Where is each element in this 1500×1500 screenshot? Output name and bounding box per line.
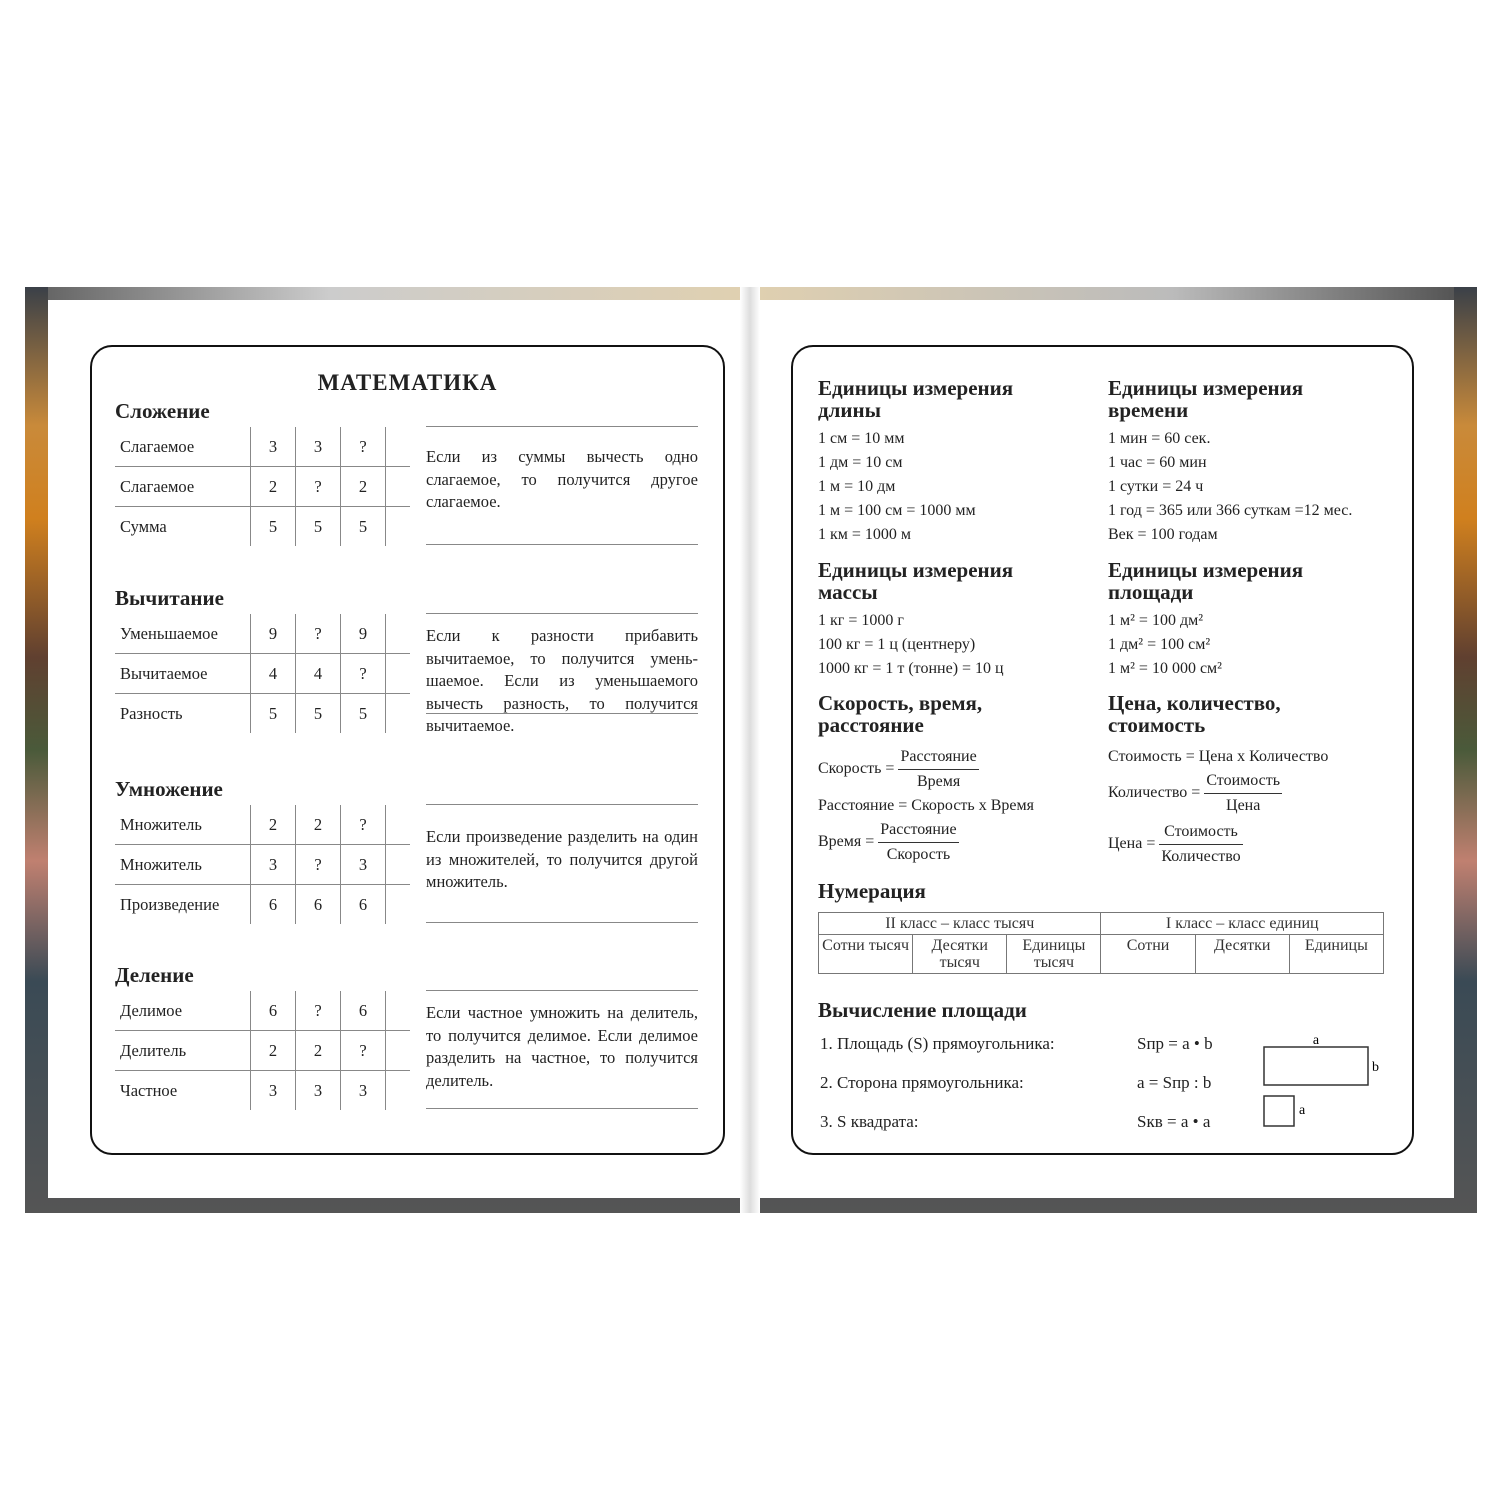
mass-block <box>818 559 1013 681</box>
divider <box>426 990 698 991</box>
operation-table <box>115 805 410 924</box>
formula: Стоимость = Цена х Количество <box>1108 748 1329 765</box>
fraction: $\frac{\text{Расстояние}}{\text{Время}}$ <box>898 745 978 794</box>
table-row <box>115 507 410 547</box>
spine <box>740 287 760 1213</box>
line: 1 сутки = 24 ч <box>1108 478 1204 495</box>
line: 1 год = 365 или 366 суткам =12 мес. <box>1108 502 1353 519</box>
table-cell: 5 <box>341 694 386 734</box>
table-row <box>115 885 410 925</box>
table-cell: Уменьшаемое <box>120 623 218 643</box>
table-cell: 4 <box>296 654 341 694</box>
table-cell: Произведение <box>115 885 251 925</box>
table-row <box>115 805 410 845</box>
operation-table <box>115 991 410 1110</box>
table-cell-empty <box>386 885 411 925</box>
label-a-square: a <box>1299 1103 1306 1118</box>
table-cell-empty <box>386 427 411 467</box>
label-b: b <box>1372 1060 1379 1075</box>
formula: Расстояние = Скорость х Время <box>818 797 1034 814</box>
table-cell: 4 <box>251 654 296 694</box>
divider <box>426 804 698 805</box>
table-cell: 6 <box>341 885 386 925</box>
heading: площади <box>1108 580 1194 604</box>
table-cell: ? <box>341 805 386 845</box>
table-row <box>115 694 410 734</box>
section-3 <box>115 964 705 1144</box>
table-cell-empty <box>386 845 411 885</box>
table-row <box>115 1031 410 1071</box>
area-calc-heading: Вычисление площади <box>818 998 1027 1022</box>
table-cell: 6 <box>341 991 386 1031</box>
table-cell: 2 <box>296 1031 341 1071</box>
table-cell: Множитель <box>115 845 251 885</box>
formula-label: Скорость = <box>818 760 895 778</box>
page-title: МАТЕМАТИКА <box>317 370 498 395</box>
operation-table <box>115 427 410 546</box>
rectangle-diagram <box>1255 1030 1395 1130</box>
rule-text: Если произведение разделить на один из множителей, то получится другой множитель. <box>426 827 698 891</box>
rule-text: Если частное умножить на делитель, то получится делимое. Если делимое разделить на частное, то получится делитель. <box>426 1003 698 1090</box>
table-cell: Делимое <box>120 1000 183 1020</box>
table-cell: Вычитаемое <box>115 654 251 694</box>
table-cell: Сумма <box>115 507 251 547</box>
table-cell: 2 <box>251 467 296 507</box>
table-cell: ? <box>296 845 341 885</box>
class-header: II класс – класс тысяч <box>819 913 1101 935</box>
table-cell-empty <box>386 467 411 507</box>
heading: длины <box>818 398 881 422</box>
table-cell: Частное <box>115 1071 251 1111</box>
formula-label: Время = <box>818 833 875 851</box>
section-heading: Умножение <box>115 777 223 801</box>
line: 1 м = 100 см = 1000 мм <box>818 502 976 519</box>
line: 1 м² = 10 000 см² <box>1108 660 1222 677</box>
divider <box>426 544 698 545</box>
area-item-formula: Sпр = a • b <box>1137 1034 1213 1053</box>
area-item-label: 1. Площадь (S) прямоугольника: <box>820 1034 1055 1053</box>
line: 1000 кг = 1 т (тонне) = 10 ц <box>818 660 1004 677</box>
table-cell-empty <box>386 805 411 845</box>
lines <box>818 427 1013 547</box>
formula-label: Количество = <box>1108 784 1201 802</box>
table-cell: 2 <box>251 1031 296 1071</box>
lines <box>818 609 1013 681</box>
table-cell-empty <box>386 991 411 1031</box>
table-cell: 5 <box>251 507 296 547</box>
table-cell: 5 <box>296 507 341 547</box>
fraction: $\frac{\text{Стоимость}}{\text{Количество}}$ <box>1159 820 1242 869</box>
line: 1 мин = 60 сек. <box>1108 430 1211 447</box>
lines <box>1108 427 1352 547</box>
line: 1 дм = 10 см <box>818 454 903 471</box>
heading: Цена, количество, <box>1108 691 1281 715</box>
line: Век = 100 годам <box>1108 526 1218 543</box>
table-cell-empty <box>386 507 411 547</box>
length-block <box>818 377 1013 547</box>
table-cell-empty <box>386 1071 411 1111</box>
rectangle-shape <box>1264 1047 1368 1085</box>
table-cell: 3 <box>341 1071 386 1111</box>
table-cell: Слагаемое <box>120 436 195 456</box>
table-cell: 3 <box>296 427 341 467</box>
digit-column: Десятки тысяч <box>913 935 1007 974</box>
table-cell-empty <box>386 694 411 734</box>
square-shape <box>1264 1096 1294 1126</box>
digit-column: Единицы тысяч <box>1007 935 1101 974</box>
price-block <box>1108 692 1328 869</box>
fraction: $\frac{\text{Расстояние}}{\text{Скорость}}$ <box>878 818 958 867</box>
table-cell: Разность <box>115 694 251 734</box>
table-row <box>115 654 410 694</box>
table-row <box>115 467 410 507</box>
area-item-formula: Sкв = a • a <box>1137 1112 1211 1131</box>
heading: Единицы измерения <box>818 558 1014 582</box>
divider <box>426 1108 698 1109</box>
heading: стоимость <box>1108 713 1206 737</box>
table-cell: ? <box>296 991 341 1031</box>
operation-table <box>115 614 410 733</box>
table-cell: ? <box>296 467 341 507</box>
table-cell: 6 <box>251 991 296 1031</box>
fraction: $\frac{\text{Стоимость}}{\text{Цена}}$ <box>1204 769 1282 818</box>
table-cell: Делитель <box>115 1031 251 1071</box>
heading: массы <box>818 580 878 604</box>
table-cell: 9 <box>251 614 296 654</box>
section-2 <box>115 778 705 958</box>
heading: Скорость, время, <box>818 691 983 715</box>
lines <box>1108 609 1303 681</box>
heading: Единицы измерения <box>1108 376 1304 400</box>
table-row <box>115 991 410 1031</box>
table-cell: ? <box>341 427 386 467</box>
table-cell-empty <box>386 654 411 694</box>
table-cell: 9 <box>341 614 386 654</box>
line: 1 см = 10 мм <box>818 430 905 447</box>
rule-text: Если к разности прибавить вычитаемое, то получится уменьшаемое. Если из уменьшаемого вычесть разность, то получится вычитаемое. <box>426 626 698 735</box>
section-1 <box>115 587 705 767</box>
heading: Единицы измерения <box>1108 558 1304 582</box>
line: 1 км = 1000 м <box>818 526 912 543</box>
digit-column: Сотни тысяч <box>819 935 913 974</box>
table-row <box>115 614 410 654</box>
table-cell: ? <box>296 614 341 654</box>
table-cell-empty <box>386 1031 411 1071</box>
area-units-block <box>1108 559 1303 681</box>
numeration-table <box>818 912 1384 974</box>
section-heading: Деление <box>115 963 194 987</box>
table-cell: 6 <box>296 885 341 925</box>
section-0 <box>115 400 705 580</box>
label-a: a <box>1312 1033 1320 1048</box>
table-cell: 3 <box>251 427 296 467</box>
line: 1 м² = 100 дм² <box>1108 612 1204 629</box>
numeration-heading: Нумерация <box>818 879 926 903</box>
speed-block <box>818 692 1034 867</box>
heading: времени <box>1108 398 1189 422</box>
table-cell: 3 <box>251 1071 296 1111</box>
line: 1 м = 10 дм <box>818 478 896 495</box>
table-cell: Множитель <box>120 814 202 834</box>
line: 1 кг = 1000 г <box>818 612 904 629</box>
table-cell: ? <box>341 654 386 694</box>
table-cell: 5 <box>341 507 386 547</box>
formula-label: Цена = <box>1108 835 1156 853</box>
digit-column: Десятки <box>1195 935 1289 974</box>
table-row <box>115 427 410 467</box>
area-item-label: 2. Сторона прямоугольника: <box>820 1073 1024 1092</box>
heading: расстояние <box>818 713 924 737</box>
time-block <box>1108 377 1352 547</box>
divider <box>426 426 698 427</box>
digit-column: Сотни <box>1101 935 1195 974</box>
section-heading: Сложение <box>115 399 210 423</box>
line: 100 кг = 1 ц (центнеру) <box>818 636 976 653</box>
section-heading: Вычитание <box>115 586 224 610</box>
line: 1 час = 60 мин <box>1108 454 1207 471</box>
table-row <box>115 1071 410 1111</box>
heading: Единицы измерения <box>818 376 1014 400</box>
area-item-formula: a = Sпр : b <box>1137 1073 1212 1092</box>
divider <box>426 922 698 923</box>
table-cell: 2 <box>341 467 386 507</box>
table-cell-empty <box>386 614 411 654</box>
table-cell: Слагаемое <box>115 467 251 507</box>
class-header: I класс – класс единиц <box>1101 913 1384 935</box>
rule-text: Если из суммы вычесть одно слагаемое, то получится другое слагаемое. <box>426 447 698 511</box>
table-row <box>115 845 410 885</box>
table-cell: 2 <box>251 805 296 845</box>
table-cell: 3 <box>251 845 296 885</box>
area-item-label: 3. S квадрата: <box>820 1112 919 1131</box>
table-cell: 5 <box>251 694 296 734</box>
table-cell: 3 <box>296 1071 341 1111</box>
table-cell: 2 <box>296 805 341 845</box>
table-cell: 6 <box>251 885 296 925</box>
line: 1 дм² = 100 см² <box>1108 636 1211 653</box>
divider <box>426 713 698 714</box>
digit-column: Единицы <box>1289 935 1383 974</box>
table-cell: ? <box>341 1031 386 1071</box>
table-cell: 3 <box>341 845 386 885</box>
table-cell: 5 <box>296 694 341 734</box>
divider <box>426 613 698 614</box>
